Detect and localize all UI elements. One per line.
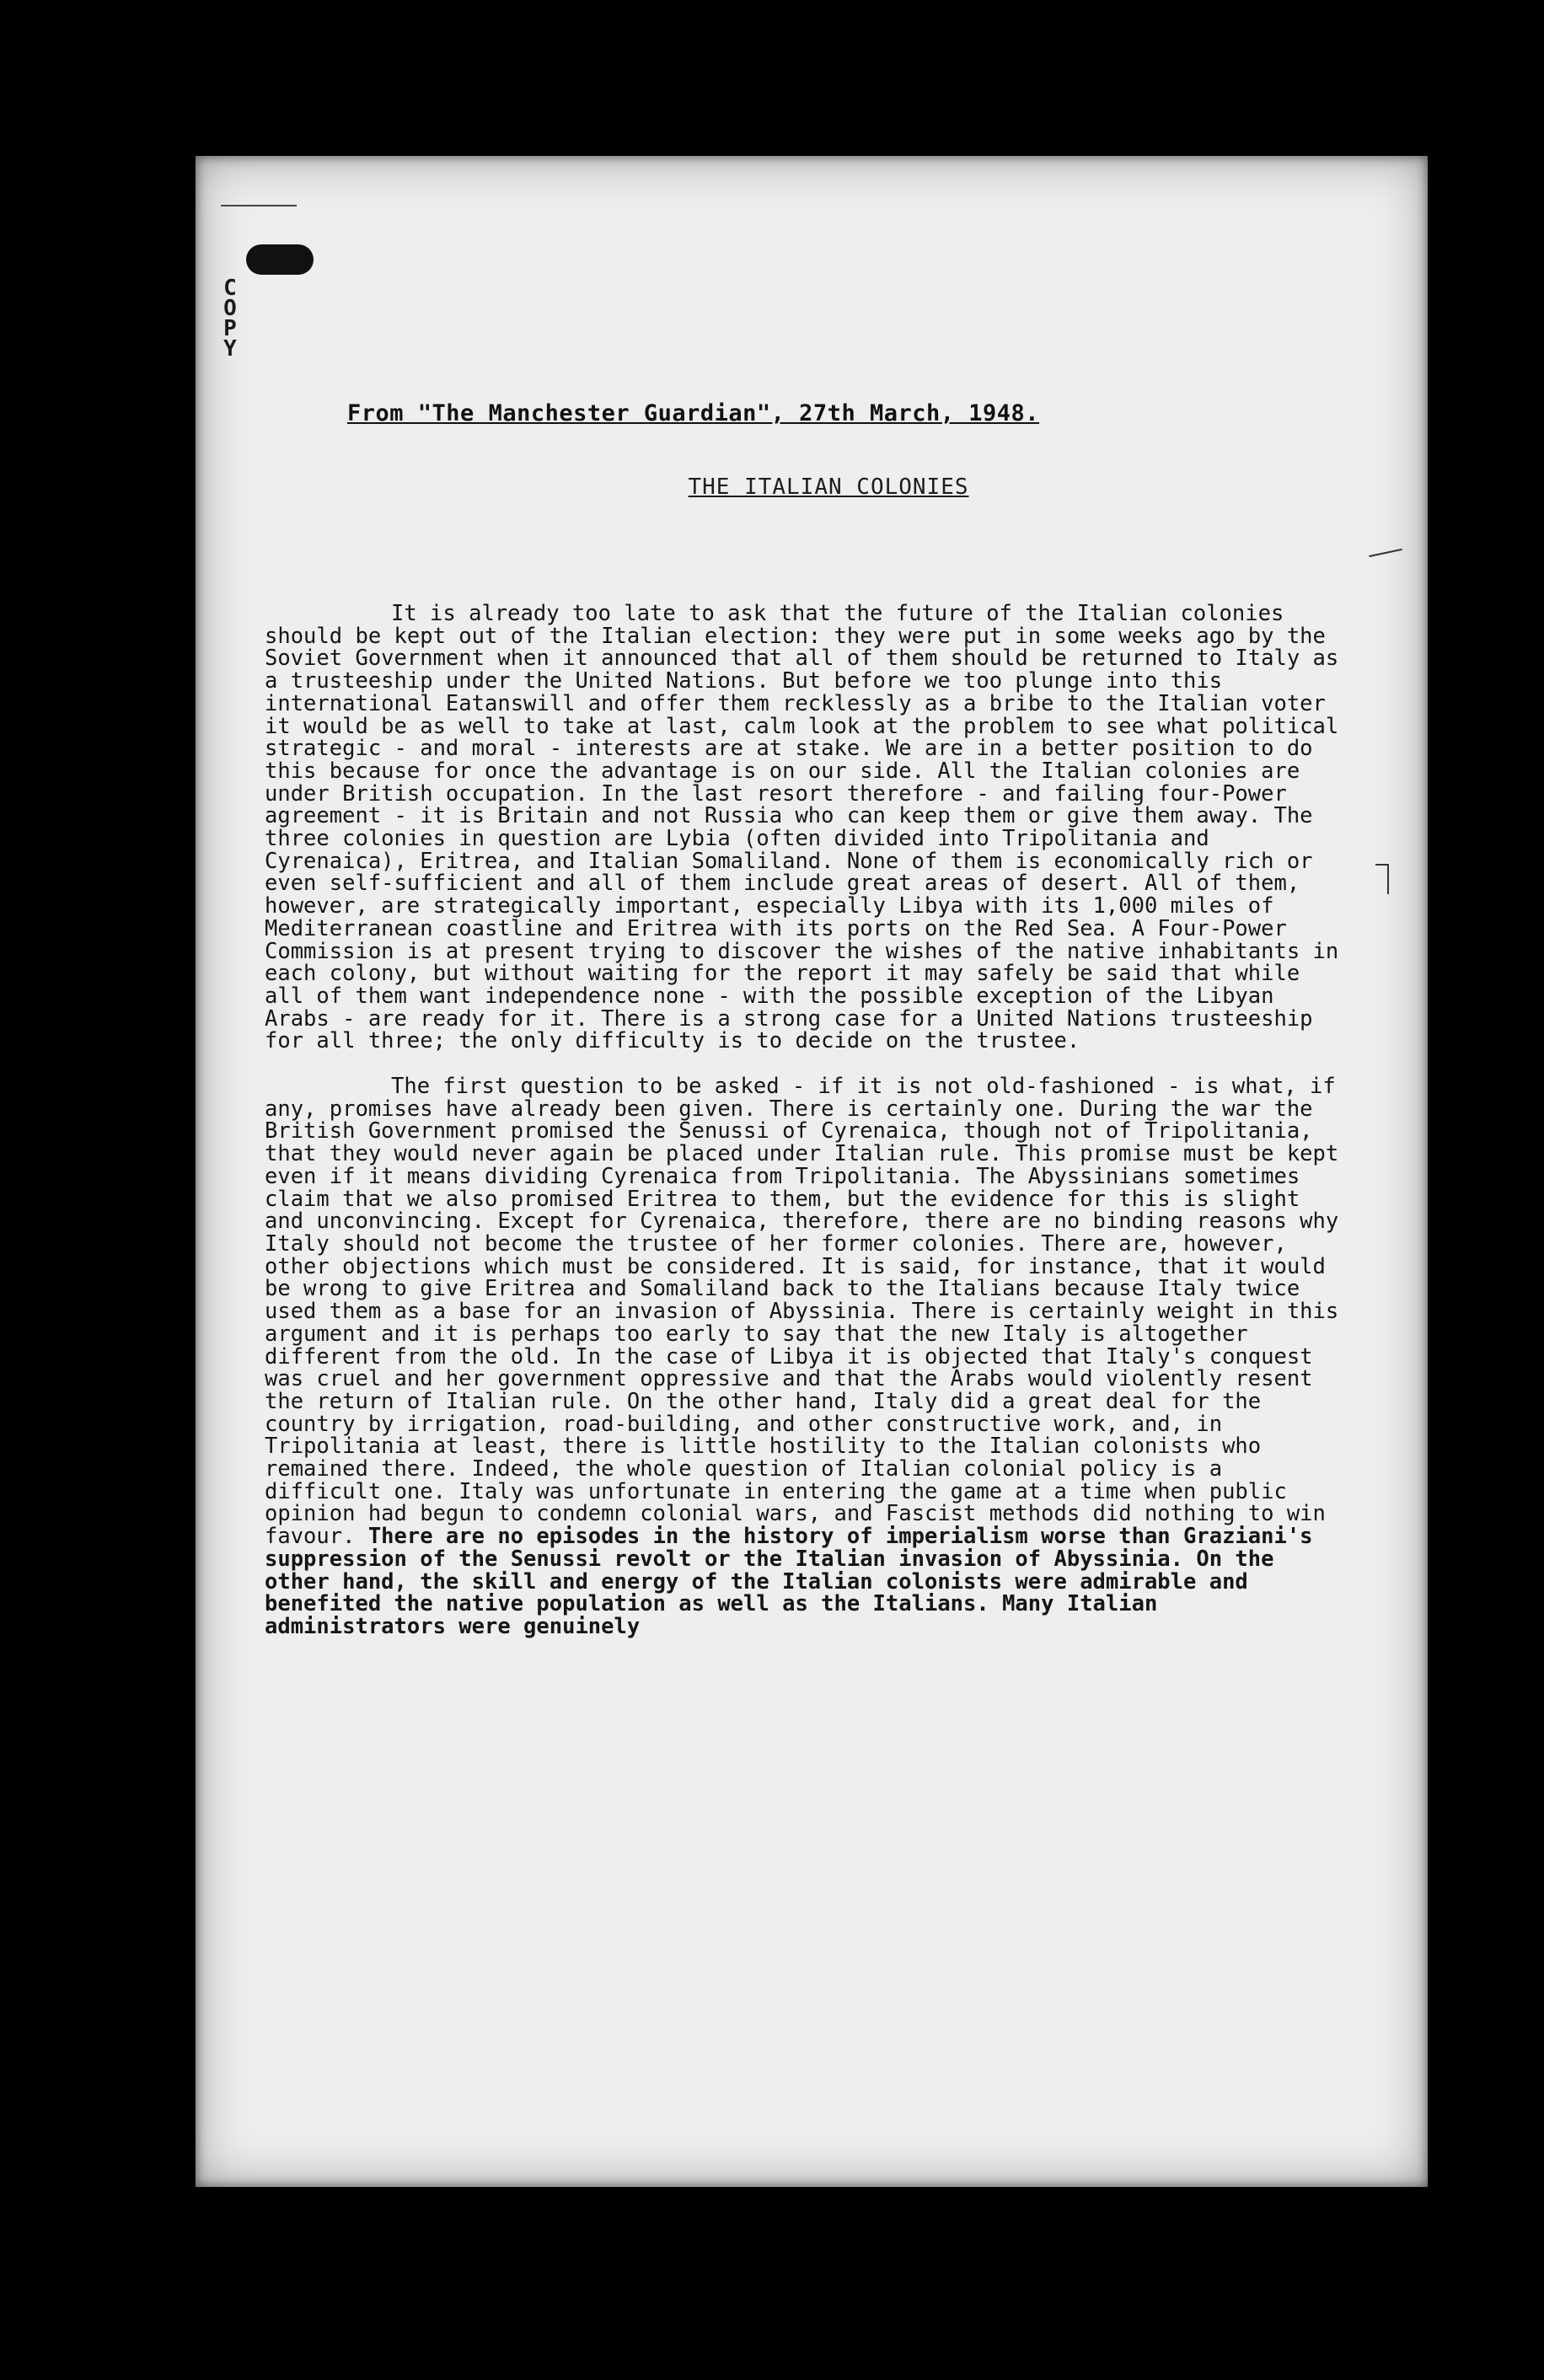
margin-annotation [1375, 864, 1389, 894]
source-prefix: From [347, 400, 405, 426]
copy-stamp [217, 276, 243, 362]
article-body [265, 603, 1343, 1638]
ink-blot [246, 244, 314, 275]
article-heading: THE ITALIAN COLONIES [688, 474, 969, 500]
paragraph: It is already too late to ask that the future of the Italian colonies should be kept out of the Italian election: they were put in some weeks ago by the Soviet Government when it announced that all of them should be returned to Italy as a trusteeship under the United Nations. But before we too plunge into this international Eatanswill and offer them recklessly as a bribe to the Italian voter it would be as well to take at last, calm look at the problem to see what political strategic - and moral - interests are at stake. We are in a better position to do this because for once the advantage is on our side. All the Italian colonies are under British occupation. In the last resort therefore - and failing four-Power agreement - it is Britain and not Russia who can keep them or give them away. The three colonies in question are Lybia (often divided into Tripolitania and Cyrenaica), Eritrea, and Italian Somaliland. None of them is economically rich or even self-sufficient and all of them include great areas of desert. All of them, however, are strategically important, especially Libya with its 1,000 miles of Mediterranean coastline and Eritrea with its ports on the Red Sea. A Four-Power Commission is at present trying to discover the wishes of the native inhabitants in each colony, but without waiting for the report it may safely be said that while all of them want independence none - with the possible exception of the Libyan Arabs - are ready for it. There is a strong case for a United Nations trusteeship for all three; the only difficulty is to decide on the trustee. [265, 601, 1339, 1054]
paragraph [265, 1075, 1343, 1638]
stamp-letter: Y [223, 336, 237, 362]
pencil-mark [221, 205, 297, 206]
stamp-letter: O [223, 296, 237, 321]
document-page [196, 156, 1428, 2187]
stamp-letter: C [223, 276, 237, 301]
paragraph-text: The first question to be asked - if it is not old-fashioned - is what, if any, promises have already been given. There is certainly one. During the war the British Government promised the Senussi of Cyrenaica, though not of Tripolitania, that they would never again be placed under Italian rule. This promise must be kept even if it means dividing Cyrenaica from Tripolitania. The Abyssinians sometimes claim that we also promised Eritrea to them, but the evidence for this is slight and unconvincing. Except for Cyrenaica, therefore, there are no binding reasons why Italy should not become the trustee of her former colonies. There are, however, other objections which must be considered. It is said, for instance, that it would be wrong to give Eritrea and Somaliland back to the Italians because Italy twice used them as a base for an invasion of Abyssinia. There is certainly weight in this argument and it is perhaps too early to say that the new Italy is altogether different from the old. In the case of Libya it is objected that Italy's conquest was cruel and her government oppressive and that the Arabs would violently resent the return of Italian rule. On the other hand, Italy did a great deal for the country by irrigation, road-building, and other constructive work, and, in Tripolitania at least, there is little hostility to the Italian colonists who remained there. Indeed, the whole question of Italian colonial policy is a difficult one. Italy was unfortunate in entering the game at a time when public opinion had begun to condemn colonial wars, and Fascist methods did nothing to win favour. [265, 1074, 1339, 1550]
source-citation [347, 400, 1316, 426]
stamp-letter: P [223, 316, 237, 341]
source-title: "The Manchester Guardian", 27th March, 1948. [404, 400, 1040, 426]
paragraph-text-bold: There are no episodes in the history of imperialism worse than Graziani's suppression of the Senussi revolt or the Italian invasion of Abyssinia. On the other hand, the skill and energy of the Italian colonists were admirable and benefited the native population as well as the Italians. Many Italian administrators were genuinely [265, 1524, 1313, 1639]
margin-annotation [1369, 549, 1402, 557]
